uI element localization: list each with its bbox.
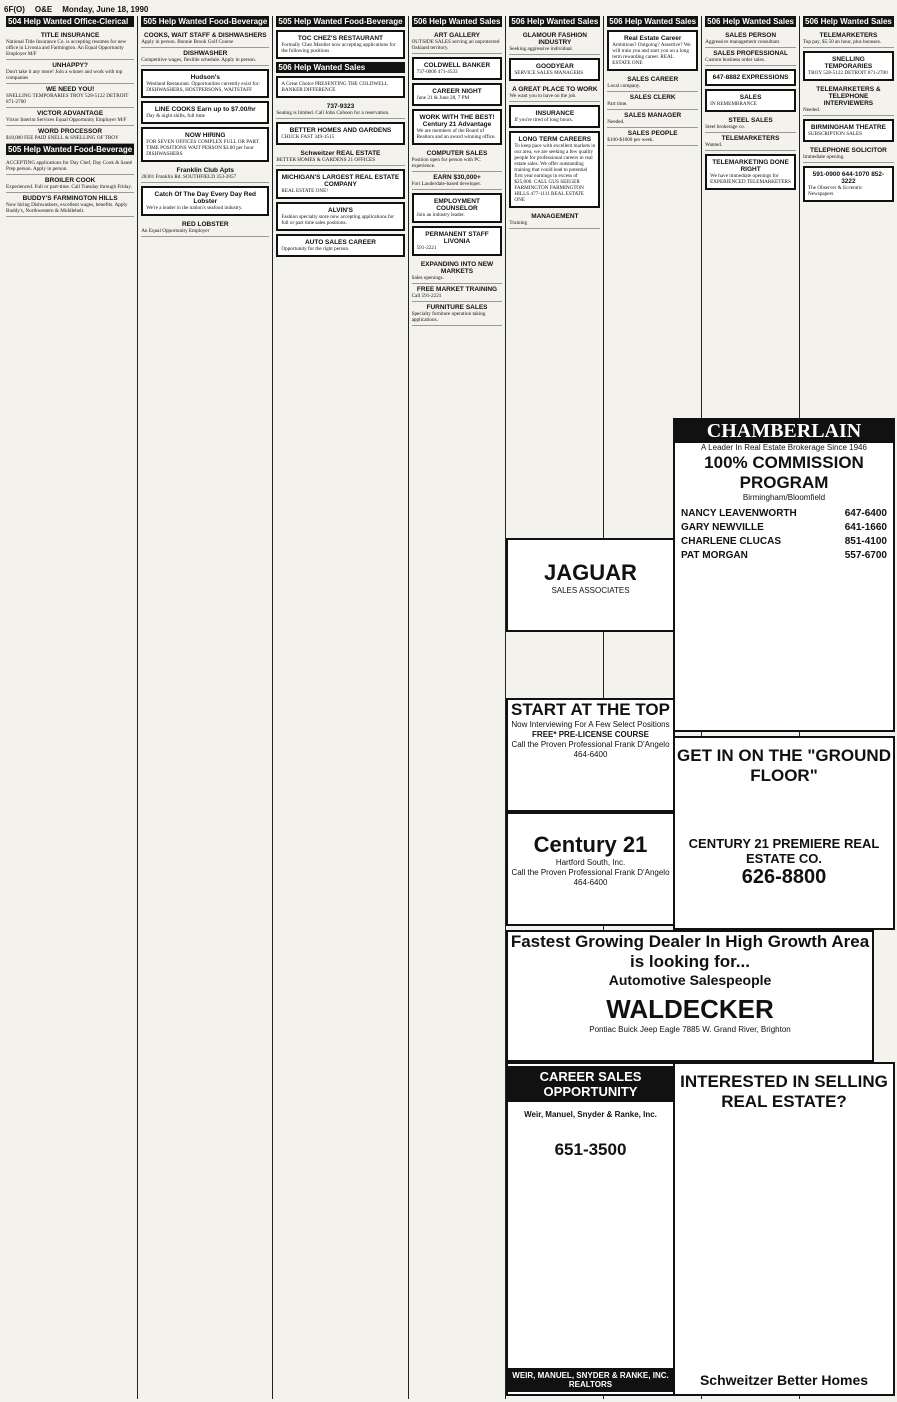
ad-body: Fashion specialty store now accepting applications for full or part time sales positions.	[281, 214, 395, 226]
ad-body: Apply in person. Bonnie Brook Golf Course	[141, 39, 234, 45]
ad-body: Immediate opening.	[803, 154, 845, 160]
ad-body: We're a leader in the nation's seafood industry.	[146, 205, 243, 211]
waldecker-ad	[506, 930, 874, 1062]
ad-title: EMPLOYMENT COUNSELOR	[434, 198, 480, 212]
ad-title: COOKS, WAIT STAFF & DISHWASHERS	[143, 32, 267, 39]
classified-ad	[276, 202, 404, 231]
classified-ad	[705, 115, 796, 133]
ad-body: SERVICE SALES MANAGERS	[514, 70, 584, 76]
ad-title: COMPUTER SALES	[426, 150, 488, 157]
classified-ad	[607, 110, 698, 128]
ad-title: CAREER NIGHT	[432, 88, 482, 95]
ad-title: NOW HIRING	[185, 132, 226, 139]
classified-ad	[141, 165, 269, 183]
dealer-sub: Pontiac Buick Jeep Eagle 7885 W. Grand River, Brighton	[589, 1025, 791, 1034]
column-4	[408, 16, 506, 1399]
column-header: 505 Help Wanted Food-Beverage	[8, 145, 133, 154]
chamberlain-office: Birmingham/Bloomfield	[742, 493, 826, 502]
ad-body: 591-2221	[416, 245, 437, 251]
ad-body: Opportunity for the right person.	[281, 246, 350, 252]
column-header: 506 Help Wanted Sales	[276, 62, 404, 73]
ad-body: Wanted.	[705, 142, 723, 148]
classified-ad	[509, 105, 600, 128]
classified-ad	[705, 133, 796, 151]
classified-ad	[276, 101, 404, 119]
ad-body: REAL ESTATE ONE!	[281, 188, 329, 194]
classified-ad	[412, 83, 503, 106]
ad-title: TELEMARKETERS	[819, 32, 878, 39]
ad-body: $100-$1000 per week.	[607, 137, 654, 143]
century-hartford-ad	[506, 812, 675, 926]
ad-title: COLDWELL BANKER	[423, 62, 491, 69]
ad-body: Top pay, $5.50 an hour, plus bonuses.	[803, 39, 882, 45]
ground-firm: CENTURY 21 PREMIERE REAL ESTATE CO.	[688, 836, 880, 866]
start-top-footer: Call the Proven Professional Frank D'Angelo 464-6400	[511, 740, 670, 759]
century-logo: Century 21	[533, 832, 648, 857]
classified-ad	[6, 175, 134, 193]
ad-body: To keep pace with excellent markets in our area, we are seeking a few quality people for professional careers in real estate sales. We offer outstanding training that could lead to potential first year earnings in excess of $25,000. CALL GUS SEEGER FARMINGTON FARMINGTON HILLS 477-1111 REAL ESTATE ONE	[514, 143, 596, 203]
ad-body: Day & night shifts, full time	[146, 113, 205, 119]
classified-ad	[803, 30, 894, 48]
chamberlain-logo: CHAMBERLAIN	[675, 420, 893, 443]
rep-row	[681, 521, 887, 535]
ad-title: FREE MARKET TRAINING	[416, 286, 498, 293]
schweitzer-interested-ad	[673, 1062, 895, 1396]
auto-title: Fastest Growing Dealer In High Growth Area is looking for...	[510, 932, 870, 971]
ad-title: MANAGEMENT	[531, 213, 579, 220]
ad-title: TELEMARKETERS & TELEPHONE INTERVIEWERS	[816, 86, 881, 107]
ad-title: SALES PEOPLE	[627, 130, 678, 137]
ad-body: Specialty furniture operation taking applications.	[411, 311, 486, 323]
ad-title: FURNITURE SALES	[426, 304, 488, 311]
classified-ad	[141, 127, 269, 162]
column-header: 505 Help Wanted Food-Beverage	[143, 17, 268, 26]
jaguar-name: JAGUAR	[544, 560, 637, 585]
column-header: 506 Help Wanted Sales	[609, 17, 697, 26]
column-header: 504 Help Wanted Office-Clerical	[6, 16, 134, 27]
ad-body: Local company.	[607, 83, 641, 89]
weir-manuel-ad	[506, 1062, 675, 1396]
century-office: Hartford South, Inc.	[555, 858, 626, 867]
start-top-line1: Now Interviewing For A Few Select Positions	[511, 720, 670, 729]
ad-title: 737-9323	[326, 103, 355, 110]
ad-body: IN REMEMBRANCE	[710, 101, 757, 107]
ad-title: ALVIN'S	[328, 207, 353, 214]
ad-title: TOC CHEZ'S RESTAURANT	[297, 35, 384, 42]
ad-title: SALES CLERK	[629, 94, 676, 101]
ad-body: National Title Insurance Co. is accepting resumes for new office in Livonia and Farmington. An Equal Opportunity Employer M/F	[6, 39, 127, 57]
classified-ad	[6, 193, 134, 217]
classified-ad	[509, 30, 600, 55]
classified-ad	[276, 148, 404, 166]
classified-ad	[276, 30, 404, 59]
ad-title: VICTOR ADVANTAGE	[36, 110, 104, 117]
ad-title: LINE COOKS Earn up to $7.00/hr	[154, 106, 256, 113]
ad-body: OUTSIDE SALES serving an unprotected Oakland territory.	[411, 39, 500, 51]
ad-title: 647-8882 EXPRESSIONS	[712, 74, 789, 81]
ad-body: CHUCK FAST 349-1515	[281, 134, 335, 140]
ad-body: We want you to have on the job.	[509, 93, 577, 99]
classified-ad	[6, 158, 134, 175]
ad-title: BUDDY'S FARMINGTON HILLS	[22, 195, 118, 202]
weir-phone: 651-3500	[554, 1140, 627, 1159]
rep-name: CHARLENE CLUCAS	[681, 536, 781, 547]
column-header: 505 Help Wanted Food-Beverage	[278, 17, 403, 26]
classified-ad	[705, 48, 796, 66]
ad-body: We are members of the Board of Realtors and an award winning office.	[416, 128, 496, 140]
ad-body: A Great Choice PRESENTING THE COLDWELL BANKER DIFFERENCE	[281, 81, 388, 93]
ad-title: TELEMARKETERS	[721, 135, 780, 142]
ad-title: BROILER COOK	[44, 177, 96, 184]
ad-body: Sales openings.	[411, 275, 444, 281]
classified-ad	[141, 219, 269, 237]
dealer-name: WALDECKER	[606, 994, 774, 1024]
classified-ad	[607, 74, 698, 92]
ad-body: An Equal Opportunity Employer	[141, 228, 210, 234]
ad-body: Victor Interim Services Equal Opportunity Employer M/F	[6, 117, 127, 123]
ad-title: BETTER HOMES AND GARDENS	[289, 127, 392, 134]
classified-ad	[6, 84, 134, 108]
ad-title: BIRMINGHAM THEATRE	[810, 124, 886, 131]
ad-title: DISHWASHER	[183, 50, 228, 57]
classified-ad	[412, 109, 503, 145]
classified-ad	[6, 60, 134, 84]
ad-body: Join an industry leader.	[416, 212, 465, 218]
ad-body: Aggressive management consultant.	[705, 39, 781, 45]
interested-firm: Schweitzer Better Homes	[699, 1372, 869, 1388]
rep-phone: 557-6700	[844, 550, 887, 561]
ad-title: EXPANDING INTO NEW MARKETS	[420, 261, 494, 275]
classified-ad	[141, 186, 269, 216]
ad-body: Ambitious? Outgoing? Assertive? We will train you and start you on a long term rewarding career. REAL ESTATE ONE	[612, 42, 691, 66]
classified-ad	[803, 145, 894, 163]
chamberlain-ad	[673, 418, 895, 732]
column-3	[272, 16, 407, 1399]
classified-ad	[412, 302, 503, 326]
ad-title: SALES	[739, 94, 762, 101]
classified-ad	[803, 51, 894, 81]
ad-body: ACCEPTING applications for Day Chef, Day Cook & Sauté Prep person. Apply in person.	[6, 160, 133, 172]
ad-body: 28301 Franklin Rd. SOUTHFIELD 353-2057	[141, 174, 237, 180]
ad-title: Real Estate Career	[623, 35, 682, 42]
start-top-ad	[506, 698, 675, 812]
rep-phone: 851-4100	[844, 536, 887, 547]
ad-title: 591-0900 644-1070 852-3222	[812, 171, 885, 185]
ad-title: AUTO SALES CAREER	[304, 239, 376, 246]
ad-body: 737-0000 471-4533	[416, 69, 458, 75]
page-number: 6F(O)	[4, 4, 25, 14]
classified-ad	[607, 92, 698, 110]
classified-ad	[6, 126, 134, 144]
classified-ad	[276, 234, 404, 257]
ad-title: TITLE INSURANCE	[40, 32, 100, 39]
ad-title: TELEPHONE SOLICITOR	[810, 147, 887, 154]
ad-title: WORD PROCESSOR	[38, 128, 103, 135]
ad-body: Position open for person with PC experience.	[411, 157, 481, 169]
classified-ad	[6, 108, 134, 126]
classified-ad	[412, 259, 503, 284]
rep-list	[675, 503, 893, 567]
ad-title: STEEL SALES	[728, 117, 773, 124]
classified-ad	[412, 30, 503, 54]
page-folio	[4, 3, 892, 15]
column-header: 506 Help Wanted Sales	[511, 17, 599, 26]
ad-body: Custom business order sales.	[705, 57, 766, 63]
section-name: O&E	[34, 4, 53, 14]
rep-name: NANCY LEAVENWORTH	[681, 508, 797, 519]
weir-title: CAREER SALES OPPORTUNITY	[508, 1066, 673, 1102]
jaguar-sub: SALES ASSOCIATES	[551, 586, 630, 595]
classified-ad	[141, 48, 269, 66]
ad-title: GOODYEAR	[535, 63, 574, 70]
ad-title: ART GALLERY	[434, 32, 480, 39]
ad-title: Franklin Club Apts	[176, 167, 235, 174]
classified-ad	[509, 84, 600, 102]
ad-title: SALES CAREER	[627, 76, 679, 83]
classified-ad	[6, 30, 134, 60]
chamberlain-tagline: A Leader In Real Estate Brokerage Since 1946	[701, 443, 867, 452]
ad-body: Needed.	[607, 119, 625, 125]
ad-title: INSURANCE	[535, 110, 575, 117]
ad-body: Experienced. Full or part-time. Call Tuesday through Friday.	[6, 184, 132, 190]
classified-ad	[705, 89, 796, 112]
ad-title: RED LOBSTER	[181, 221, 229, 228]
ad-title: WE NEED YOU!	[45, 86, 95, 93]
ad-body: June 21 & June 28, 7 PM	[416, 95, 470, 101]
ad-title: SALES MANAGER	[624, 112, 682, 119]
ad-body: Part time.	[607, 101, 628, 107]
ad-title: WORK WITH THE BEST! Century 21 Advantage	[419, 114, 495, 128]
classified-ad	[412, 193, 503, 223]
ad-title: EARN $30,000+	[433, 174, 481, 181]
classified-ad	[412, 284, 503, 302]
interested-title: INTERESTED IN SELLING REAL ESTATE?	[680, 1072, 888, 1111]
classified-ad	[509, 58, 600, 81]
ad-title: MICHIGAN'S LARGEST REAL ESTATE COMPANY	[281, 174, 400, 188]
rep-name: PAT MORGAN	[681, 550, 748, 561]
column-1	[3, 16, 137, 1399]
ground-phone: 626-8800	[741, 866, 827, 888]
classified-ad	[705, 30, 796, 48]
ground-title: GET IN ON THE "GROUND FLOOR"	[677, 746, 891, 785]
rep-row	[681, 507, 887, 521]
classified-ad	[412, 148, 503, 172]
ad-body: We have immediate openings for EXPERIENCED TELEMARKETERS	[710, 173, 791, 185]
column-2	[137, 16, 272, 1399]
ad-body: Don't take it any more! Join a winner and work with top companies	[6, 69, 123, 81]
classified-ad	[509, 131, 600, 208]
ad-title: Schweitzer REAL ESTATE	[300, 150, 381, 157]
ad-title: Hudson's	[190, 74, 220, 81]
century-footer: Call the Proven Professional Frank D'Angelo 464-6400	[511, 868, 670, 887]
start-top-title: START AT THE TOP	[511, 700, 670, 719]
chamberlain-headline: 100% COMMISSION PROGRAM	[704, 453, 864, 492]
classified-ad	[705, 69, 796, 86]
classified-ad	[803, 119, 894, 142]
column-header: 506 Help Wanted Sales	[805, 17, 892, 26]
ad-body: Westland Restaurant. Opportunities currently exist for: DISHWASHERS, HOSTPERSONS, WAITSTAFF	[146, 81, 260, 93]
ad-title: A GREAT PLACE TO WORK	[512, 86, 598, 93]
classified-ad	[803, 84, 894, 116]
classified-ad	[412, 226, 503, 256]
start-top-line2: FREE* PRE-LICENSE COURSE	[532, 730, 649, 739]
ad-body: TROY 528-5122 DETROIT 871-2700	[808, 70, 888, 76]
classified-ad	[141, 69, 269, 98]
ad-body: Seating is limited. Call John Cohoon for a reservation.	[276, 110, 390, 116]
ad-title: UNHAPPY?	[52, 62, 88, 69]
ad-body: FOR SEVEN OFFICES COMPLEX FULL OR PART TIME POSITIONS WAIT PERSON $3.00 per hour DISHWASHERS	[146, 139, 259, 157]
classified-ad	[705, 154, 796, 190]
classified-ad	[607, 30, 698, 71]
classified-ad	[607, 128, 698, 146]
ad-body: Steel brokerage co.	[705, 124, 746, 130]
classified-ad	[276, 122, 404, 145]
classified-ad	[412, 57, 503, 80]
rep-row	[681, 549, 887, 563]
ad-title: TELEMARKETING DONE RIGHT	[712, 159, 789, 173]
rep-name: GARY NEWVILLE	[681, 522, 764, 533]
classified-ad	[509, 211, 600, 229]
weir-firm: Weir, Manuel, Snyder & Ranke, Inc.	[524, 1110, 657, 1119]
ad-body: The Observer & Eccentric Newspapers	[808, 185, 863, 197]
column-header: 506 Help Wanted Sales	[707, 17, 794, 26]
weir-footer: WEIR, MANUEL, SNYDER & RANKE, INC. REALTORS	[508, 1368, 673, 1392]
rep-row	[681, 535, 887, 549]
ground-floor-ad	[673, 736, 895, 930]
ad-body: Seeking aggressive individual.	[509, 46, 573, 52]
ad-body: SUBSCRIPTION SALES	[808, 131, 863, 137]
classified-ad	[412, 172, 503, 190]
issue-date: Monday, June 18, 1990	[62, 4, 149, 14]
ad-body: Training	[509, 220, 528, 226]
ad-title: SNELLING TEMPORARIES	[824, 56, 873, 70]
ad-body: Formally Chez Mardier now accepting applications for the following positions	[281, 42, 396, 54]
ad-body: Call 591-2221	[411, 293, 442, 299]
ad-body: Competitive wages, flexible schedule. Apply in person.	[141, 57, 257, 63]
ad-body: Now hiring Dishwashers, excellent wages, benefits. Apply Buddy's, Northwestern & Middlebelt.	[6, 202, 128, 214]
ad-title: PERMANENT STAFF LIVONIA	[425, 231, 489, 245]
ad-title: LONG TERM CAREERS	[518, 136, 592, 143]
jaguar-ad	[506, 538, 675, 632]
classified-ad	[803, 166, 894, 202]
ad-body: BETTER HOMES & GARDENS 21 OFFICES	[276, 157, 376, 163]
classified-ad	[276, 169, 404, 199]
ad-body: $18,000 FEE PAID SNELL & SNELLING OF TROY	[6, 135, 119, 141]
classified-ad	[141, 101, 269, 124]
ad-title: Catch Of The Day Every Day Red Lobster	[154, 191, 257, 205]
column-header: 506 Help Wanted Sales	[413, 17, 501, 26]
classified-ad	[141, 30, 269, 48]
rep-phone: 641-1660	[844, 522, 887, 533]
ad-body: Needed.	[803, 107, 821, 113]
classified-ad	[276, 76, 404, 98]
ad-body: SNELLING TEMPORARIES TROY 528-5122 DETROIT 871-2700	[6, 93, 129, 105]
ad-title: SALES PROFESSIONAL	[713, 50, 788, 57]
ad-body: If you're tired of long hours.	[514, 117, 573, 123]
ad-title: SALES PERSON	[725, 32, 777, 39]
ad-title: GLAMOUR FASHION INDUSTRY	[522, 32, 587, 46]
auto-sub: Automotive Salespeople	[608, 972, 772, 988]
rep-phone: 647-6400	[844, 508, 887, 519]
ad-body: Fort Lauderdale-based developer.	[411, 181, 482, 187]
